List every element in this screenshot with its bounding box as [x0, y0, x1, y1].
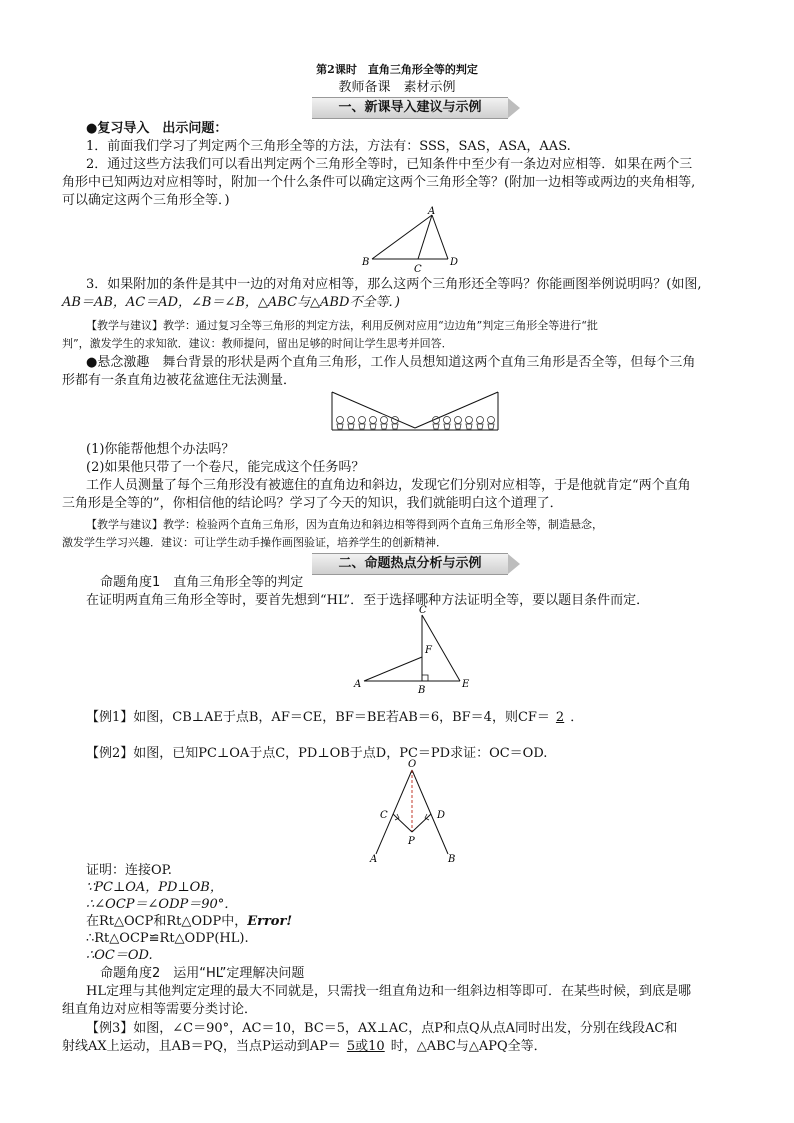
- proof-line4-text: 在Rt△OCP和Rt△ODP中，: [86, 914, 248, 929]
- proof-line4: [86, 914, 292, 930]
- example-3-answer: 5或10: [346, 1039, 385, 1054]
- fig2-label-a: A: [354, 679, 362, 690]
- triangle-figure-1: [360, 205, 470, 275]
- example-3-end: 时，△ABC与△APQ全等．: [390, 1039, 547, 1054]
- fig3-label-c: C: [380, 810, 388, 821]
- fig2-label-f: F: [425, 645, 432, 656]
- fig1-label-a: A: [428, 206, 436, 217]
- fig1-label-c: C: [414, 264, 422, 275]
- advice-1-line2: 判”，激发学生的求知欲．建议：教师提问，留出足够的时间让学生思考并回答．: [62, 337, 453, 350]
- angle-1-heading: 命题角度1 直角三角形全等的判定: [100, 575, 304, 590]
- example-1: [86, 710, 583, 726]
- proof-line6: ∴OC＝OD.: [86, 948, 153, 963]
- question-3-line2: AB＝AB，AC＝AD，∠B＝∠B，△ABC与△ABD不全等．): [62, 295, 400, 310]
- angle-2-line2: 组直角边对应相等需要分类讨论．: [62, 1002, 258, 1017]
- section1-banner: 一、新课导入建议与示例: [312, 97, 508, 119]
- question-2-line3: 可以确定这两个三角形全等．): [62, 193, 230, 208]
- example-3-line1: 【例3】如图，∠C＝90°，AC＝10，BC＝5，AX⊥AC，点P和点Q从点A同时出发，分别在线段AC和: [86, 1021, 678, 1036]
- section2-banner: 二、命题热点分析与示例: [312, 553, 508, 575]
- proof-error-text: Error!: [247, 914, 293, 929]
- question-2-line2: 角形中已知两边对应相等时，附加一个什么条件可以确定这两个三角形全等？(附加一边相等或两边的夹角相等,: [62, 175, 696, 190]
- flowerpot-icon: [337, 417, 495, 430]
- example-2: 【例2】如图，已知PC⊥OA于点C，PD⊥OB于点D，PC＝PD求证：OC＝OD.: [86, 746, 548, 761]
- example-3-text: 射线AX上运动，且AB＝PQ，当点P运动到AP＝: [62, 1039, 341, 1054]
- fig2-label-c: C: [419, 605, 427, 616]
- advice-1-line1: 【教学与建议】教学：通过复习全等三角形的判定方法，利用反例对应用“边边角”判定三角形全等进行“批: [86, 319, 598, 332]
- example-3-line2: [62, 1039, 547, 1055]
- example-1-text: 【例1】如图，CB⊥AE于点B，AF＝CE，BF＝BE若AB＝6，BF＝4，则CF＝: [86, 710, 550, 725]
- fig3-label-d: D: [437, 810, 446, 821]
- subtitle: 教师备课 素材示例: [338, 80, 456, 95]
- advice-2-line1: 【教学与建议】教学：检验两个直角三角形，因为直角边和斜边相等得到两个直角三角形全等，制造悬念，: [86, 518, 603, 531]
- advice-2-line2: 激发学生学习兴趣．建议：可让学生动手操作画图验证，培养学生的创新精神．: [62, 536, 447, 549]
- review-heading: ●复习导入 出示问题：: [86, 121, 228, 136]
- example-1-answer: 2: [555, 710, 565, 725]
- triangle-figure-2: [350, 605, 480, 697]
- worker-line2: 三角形是全等的”，你相信他的结论吗？学习了今天的知识，我们就能明白这个道理了．: [62, 496, 563, 511]
- example-1-end: ．: [570, 710, 584, 725]
- lesson-title: 第2课时 直角三角形全等的判定: [316, 63, 478, 76]
- proof-line5: ∴Rt△OCP≌Rt△ODP(HL).: [86, 931, 249, 946]
- suspense-line2: 形都有一条直角边被花盆遮住无法测量．: [62, 373, 297, 388]
- angle-1-text: 在证明两直角三角形全等时，要首先想到“HL”．至于选择哪种方法证明全等，要以题目条件而定．: [86, 593, 650, 608]
- fig2-label-e: E: [462, 679, 470, 690]
- question-1: 1．前面我们学习了判定两个三角形全等的方法，方法有：SSS，SAS，ASA，AAS.: [86, 139, 571, 154]
- fig1-label-d: D: [450, 257, 459, 268]
- question-3-line1: 3．如果附加的条件是其中一边的对角对应相等，那么这两个三角形还全等吗？你能画图举例说明吗？(如图,: [86, 277, 702, 292]
- angle-2-line1: HL定理与其他判定定理的最大不同就是，只需找一组直角边和一组斜边相等即可．在某些时候，到底是哪: [86, 984, 691, 999]
- fig3-label-o: O: [408, 759, 417, 770]
- proof-line2: ∵PC⊥OA，PD⊥OB，: [86, 880, 223, 895]
- suspense-line1: ●悬念激趣 舞台背景的形状是两个直角三角形，工作人员想知道这两个直角三角形是否全等，但每个三角: [86, 355, 696, 370]
- worker-line1: 工作人员测量了每个三角形没有被遮住的直角边和斜边，发现它们分别对应相等，于是他就肯定“两个直角: [86, 478, 691, 493]
- stage-figure: [328, 390, 503, 440]
- question-2-line1: 2．通过这些方法我们可以看出判定两个三角形全等时，已知条件中至少有一条边对应相等．如果在两个三: [86, 157, 693, 172]
- angle-figure-3: [362, 756, 467, 864]
- fig3-label-a: A: [370, 854, 378, 864]
- fig3-label-b: B: [448, 854, 456, 864]
- proof-line3: ∴∠OCP＝∠ODP＝90°．: [86, 897, 238, 912]
- problem-1: (1)你能帮他想个办法吗？: [86, 442, 235, 457]
- fig2-label-b: B: [418, 685, 426, 696]
- fig3-label-p: P: [408, 836, 415, 847]
- angle-2-heading: 命题角度2 运用“HL”定理解决问题: [100, 966, 305, 981]
- fig1-label-b: B: [362, 257, 370, 268]
- problem-2: (2)如果他只带了一个卷尺，能完成这个任务吗？: [86, 460, 365, 475]
- proof-line1: 证明：连接OP.: [86, 863, 172, 878]
